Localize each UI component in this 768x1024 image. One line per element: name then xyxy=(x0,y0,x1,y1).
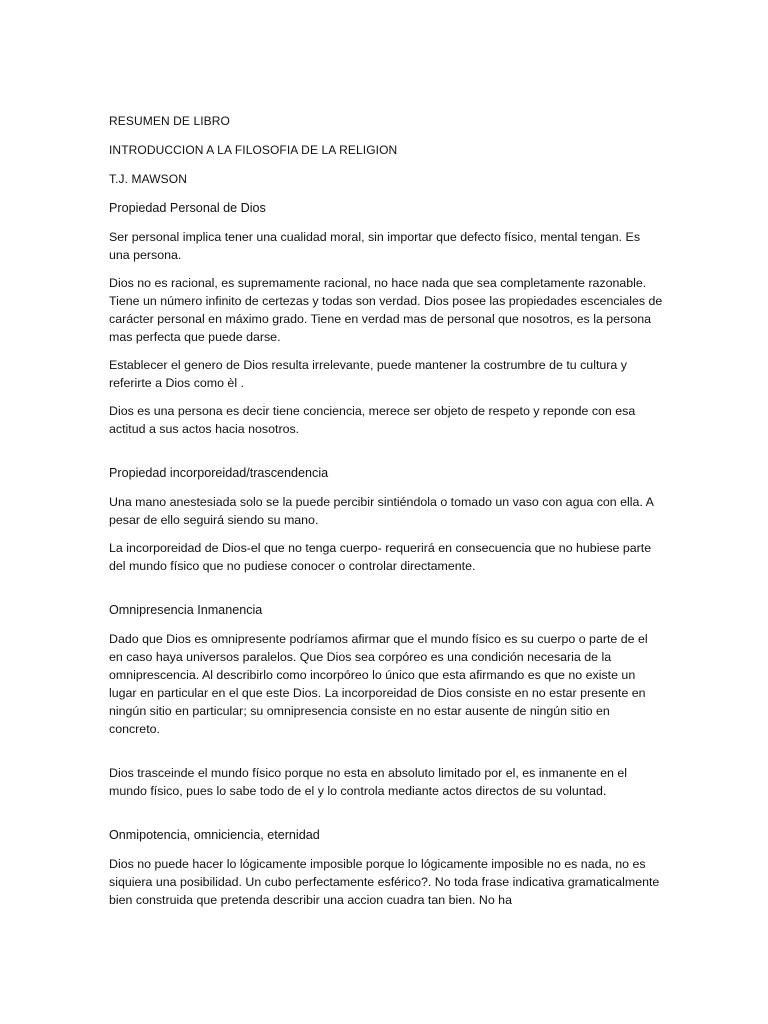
spacer xyxy=(109,810,664,826)
paragraph: Dado que Dios es omnipresente podríamos afirmar que el mundo físico es su cuerpo o parte de el en caso haya universos paralelos. Que Dios sea corpóreo es una condición necesaria de la omniprescencia. Al describirlo como incorpóreo lo único que esta afirmando es que no existe un lugar en particular en el que este Dios. La incorporeidad de Dios consiste en no estar presente en ningún sitio en particular; su omnipresencia consiste en no estar ausente de ningún sitio en concreto. xyxy=(109,632,648,736)
paragraph: Establecer el genero de Dios resulta irrelevante, puede mantener la costrumbre de tu cultura y referirte a Dios como èl . xyxy=(109,358,627,390)
paragraph: Dios no puede hacer lo lógicamente imposible porque lo lógicamente imposible no es nada, no es siquiera una posibilidad. Un cubo perfectamente esférico?. No toda frase indicativa gramaticalmente bien construida que pretenda describir una accion cuadra tan bien. No ha xyxy=(109,857,660,907)
section-title-omnipotencia: Onmipotencia, omniciencia, eternidad xyxy=(109,828,320,842)
paragraph: Dios es una persona es decir tiene conciencia, merece ser objeto de respeto y reponde con esa actitud a sus actos hacia nosotros. xyxy=(109,404,636,436)
document-body xyxy=(109,112,664,919)
doc-header-book-title: INTRODUCCION A LA FILOSOFIA DE LA RELIGION xyxy=(109,143,398,157)
section-title-incorporeidad: Propiedad incorporeidad/trascendencia xyxy=(109,466,329,480)
paragraph: La incorporeidad de Dios-el que no tenga cuerpo- requerirá en consecuencia que no hubiese parte del mundo físico que no pudiese conocer o controlar directamente. xyxy=(109,541,652,573)
paragraph: Dios no es racional, es supremamente racional, no hace nada que sea completamente razonable. Tiene un número infinito de certezas y todas son verdad. Dios posee las propiedades escenciales de carácter personal en máximo grado. Tiene en verdad mas de personal que nosotros, es la persona mas perfecta que puede darse. xyxy=(109,276,663,344)
section-title-personal: Propiedad Personal de Dios xyxy=(109,201,266,215)
paragraph: Una mano anestesiada solo se la puede percibir sintiéndola o tomado un vaso con agua con ella. A pesar de ello seguirá siendo su mano. xyxy=(109,495,654,527)
paragraph: Ser personal implica tener una cualidad moral, sin importar que defecto físico, mental tengan. Es una persona. xyxy=(109,230,641,262)
paragraph: Dios trasceinde el mundo físico porque no esta en absoluto limitado por el, es inmanente en el mundo físico, pues lo sabe todo de el y lo controla mediante actos directos de su voluntad. xyxy=(109,766,627,798)
spacer xyxy=(109,585,664,601)
doc-header-author: T.J. MAWSON xyxy=(109,172,187,186)
doc-header-resumen: RESUMEN DE LIBRO xyxy=(109,114,230,128)
section-title-omnipresencia: Omnipresencia Inmanencia xyxy=(109,603,263,617)
spacer xyxy=(109,448,664,464)
spacer xyxy=(109,748,664,764)
